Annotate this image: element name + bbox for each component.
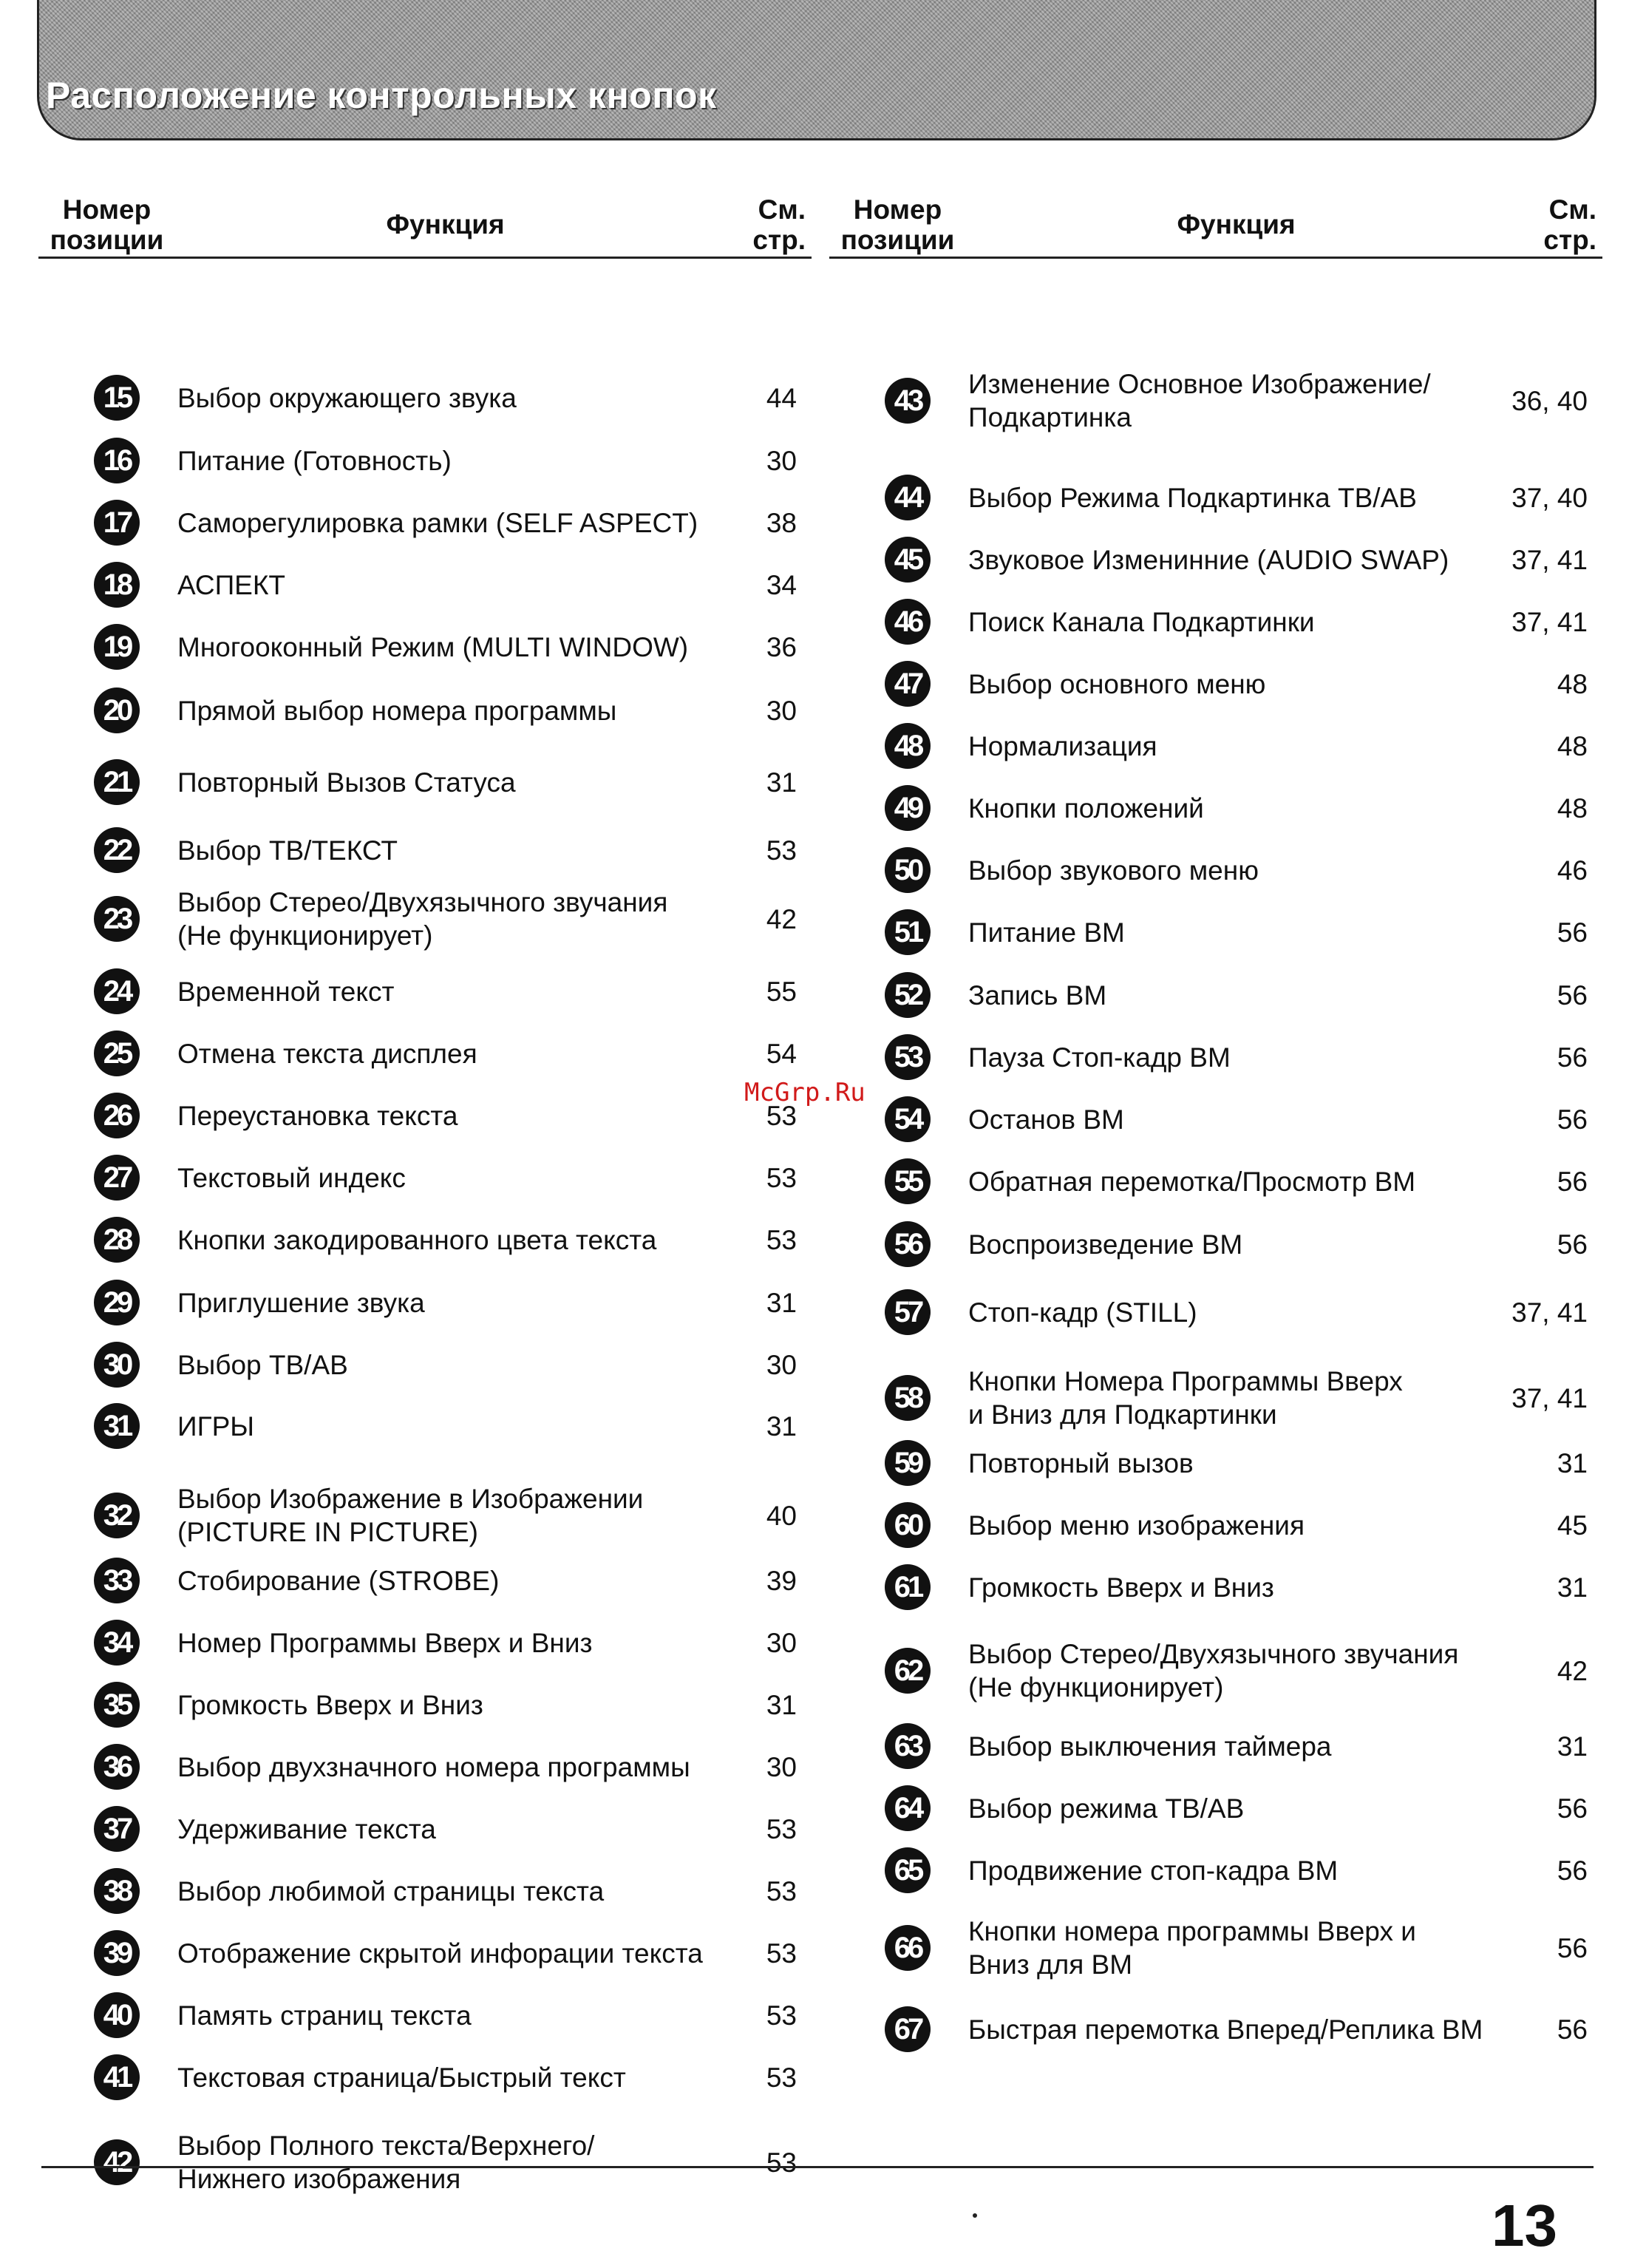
- page-reference: 42: [1557, 1656, 1588, 1686]
- page-reference: 30: [766, 446, 797, 476]
- page-reference: 53: [766, 1938, 797, 1969]
- page-reference: 37, 41: [1511, 1383, 1588, 1413]
- position-number-badge: 18: [94, 562, 140, 608]
- position-number-badge: 15: [94, 375, 140, 421]
- function-line: Быстрая перемотка Вперед/Реплика ВМ: [968, 2014, 1483, 2045]
- function-text: [968, 1915, 1560, 1981]
- function-line: Кнопки номера программы Вверх и: [968, 1916, 1416, 1946]
- position-number-badge: 52: [885, 972, 931, 1018]
- header-number: Номер позиции: [50, 194, 164, 255]
- page-reference: 39: [766, 1566, 797, 1596]
- function-text: [177, 1626, 769, 1660]
- position-number-badge: 59: [885, 1440, 931, 1486]
- position-number-badge: 41: [94, 2054, 140, 2100]
- function-line: Текстовый индекс: [177, 1162, 406, 1193]
- function-text: [968, 1792, 1560, 1825]
- function-line: Воспроизведение ВМ: [968, 1229, 1243, 1260]
- function-line: Выбор меню изображения: [968, 1510, 1305, 1541]
- function-line: Выбор Изображение в Изображении: [177, 1484, 644, 1514]
- page-reference: 53: [766, 1225, 797, 1255]
- function-line: Выбор Режима Подкартинка ТВ/АВ: [968, 482, 1417, 513]
- function-line: Выбор основного меню: [968, 668, 1266, 699]
- function-line: Выбор двухзначного номера программы: [177, 1751, 690, 1782]
- function-line: Питание ВМ: [968, 917, 1125, 948]
- page-reference: 37, 41: [1511, 1297, 1588, 1328]
- function-line: и Вниз для Подкартинки: [968, 1399, 1277, 1430]
- function-text: [177, 1286, 769, 1320]
- page-reference: 37, 40: [1511, 483, 1588, 513]
- position-number-badge: 17: [94, 500, 140, 546]
- position-number-badge: 31: [94, 1403, 140, 1449]
- position-number-badge: 63: [885, 1723, 931, 1769]
- page-reference: 31: [766, 1411, 797, 1442]
- position-number-badge: 28: [94, 1217, 140, 1263]
- speck: [973, 2213, 977, 2218]
- function-line: Выбор ТВ/ТЕКСТ: [177, 835, 398, 866]
- page-reference: 54: [766, 1039, 797, 1069]
- page-reference: 30: [766, 696, 797, 726]
- function-line: Стобирование (STROBE): [177, 1565, 500, 1596]
- position-number-badge: 42: [94, 2139, 140, 2185]
- page-reference: 56: [1557, 1793, 1588, 1824]
- header-page: См. стр.: [752, 194, 806, 255]
- function-line: Обратная перемотка/Просмотр ВМ: [968, 1166, 1416, 1197]
- page-reference: 36, 40: [1511, 386, 1588, 416]
- function-text: [177, 975, 769, 1008]
- position-number-badge: 35: [94, 1682, 140, 1728]
- page-reference: 53: [766, 1814, 797, 1844]
- function-text: [968, 668, 1560, 701]
- position-number-badge: 54: [885, 1096, 931, 1142]
- page-reference: 45: [1557, 1510, 1588, 1541]
- position-number-badge: 64: [885, 1785, 931, 1831]
- position-number-badge: 37: [94, 1806, 140, 1852]
- function-text: [177, 1937, 769, 1970]
- function-text: [177, 1688, 769, 1722]
- function-line: Повторный вызов: [968, 1447, 1194, 1478]
- page-reference: 30: [766, 1752, 797, 1782]
- function-line: Поиск Канала Подкартинки: [968, 606, 1315, 637]
- function-text: [177, 1348, 769, 1382]
- function-text: [968, 1103, 1560, 1136]
- function-text: [968, 543, 1560, 577]
- function-text: [968, 1228, 1560, 1261]
- function-text: [968, 792, 1560, 825]
- function-line: ИГРЫ: [177, 1410, 255, 1442]
- function-line: АСПЕКТ: [177, 569, 286, 600]
- position-number-badge: 62: [885, 1648, 931, 1694]
- position-number-badge: 16: [94, 438, 140, 483]
- function-line: (PICTURE IN PICTURE): [177, 1517, 478, 1547]
- function-text: [968, 1447, 1560, 1480]
- page-reference: 56: [1557, 1042, 1588, 1073]
- function-text: [968, 979, 1560, 1012]
- function-text: [177, 1751, 769, 1784]
- position-number-badge: 43: [885, 378, 931, 424]
- position-number-badge: 49: [885, 785, 931, 831]
- function-text: [177, 1999, 769, 2032]
- page-reference: 53: [766, 835, 797, 866]
- page-reference: 46: [1557, 855, 1588, 886]
- header-page: См. стр.: [1543, 194, 1596, 255]
- position-number-badge: 46: [885, 599, 931, 645]
- function-line: Подкартинка: [968, 402, 1132, 432]
- function-text: [968, 1296, 1560, 1329]
- position-number-badge: 32: [94, 1493, 140, 1538]
- position-number-badge: 40: [94, 1992, 140, 2038]
- function-line: Многооконный Режим (MULTI WINDOW): [177, 631, 689, 662]
- function-text: [177, 506, 769, 540]
- function-text: [968, 481, 1560, 515]
- position-number-badge: 66: [885, 1925, 931, 1971]
- function-line: Выбор режима ТВ/АВ: [968, 1793, 1245, 1824]
- page-number: 13: [1492, 2193, 1557, 2258]
- function-line: Текстовая страница/Быстрый текст: [177, 2062, 626, 2093]
- position-number-badge: 25: [94, 1031, 140, 1076]
- function-text: [177, 1875, 769, 1908]
- function-line: Звуковое Изменинние (AUDIO SWAP): [968, 544, 1449, 575]
- function-line: Прямой выбор номера программы: [177, 695, 617, 726]
- function-line: Вниз для ВМ: [968, 1949, 1133, 1980]
- function-text: [968, 730, 1560, 763]
- position-number-badge: 50: [885, 847, 931, 893]
- header-banner: [37, 0, 1596, 140]
- position-number-badge: 56: [885, 1221, 931, 1267]
- function-text: [177, 1813, 769, 1846]
- position-number-badge: 24: [94, 968, 140, 1014]
- function-line: Продвижение стоп-кадра ВМ: [968, 1855, 1339, 1886]
- function-line: Саморегулировка рамки (SELF ASPECT): [177, 507, 698, 538]
- function-text: [177, 1161, 769, 1195]
- function-text: [177, 2129, 769, 2196]
- header-function: Функция: [386, 209, 505, 240]
- position-number-badge: 34: [94, 1620, 140, 1666]
- function-text: [968, 1041, 1560, 1074]
- function-text: [968, 1637, 1560, 1704]
- position-number-badge: 57: [885, 1289, 931, 1335]
- function-line: Отображение скрытой инфорации текста: [177, 1938, 703, 1969]
- page-reference: 34: [766, 570, 797, 600]
- page-reference: 40: [766, 1501, 797, 1531]
- page-reference: 55: [766, 977, 797, 1007]
- right-table: [829, 189, 1602, 2045]
- function-text: [968, 1165, 1560, 1198]
- table-header: [38, 189, 812, 259]
- function-line: Громкость Вверх и Вниз: [968, 1572, 1274, 1603]
- page-reference: 31: [766, 1288, 797, 1318]
- position-number-badge: 38: [94, 1868, 140, 1914]
- function-text: [968, 854, 1560, 887]
- function-line: Повторный Вызов Статуса: [177, 767, 516, 798]
- page-reference: 53: [766, 2000, 797, 2031]
- page-reference: 56: [1557, 1933, 1588, 1963]
- function-text: [968, 1365, 1560, 1431]
- watermark: McGrp.Ru: [744, 1078, 865, 1107]
- function-line: Останов ВМ: [968, 1104, 1124, 1135]
- page-reference: 53: [766, 1101, 797, 1131]
- position-number-badge: 47: [885, 661, 931, 707]
- position-number-badge: 51: [885, 909, 931, 955]
- function-text: [177, 886, 769, 952]
- function-text: [177, 568, 769, 602]
- function-text: [177, 694, 769, 727]
- function-line: Громкость Вверх и Вниз: [177, 1689, 483, 1720]
- function-line: Память страниц текста: [177, 2000, 472, 2031]
- position-number-badge: 61: [885, 1564, 931, 1610]
- page-reference: 48: [1557, 793, 1588, 824]
- function-line: Кнопки Номера Программы Вверх: [968, 1366, 1403, 1396]
- table-header: [829, 189, 1602, 259]
- position-number-badge: 55: [885, 1158, 931, 1204]
- function-text: [177, 1037, 769, 1070]
- page-reference: 31: [1557, 1731, 1588, 1762]
- function-text: [968, 916, 1560, 949]
- function-text: [177, 444, 769, 478]
- function-text: [968, 1730, 1560, 1763]
- page-reference: 38: [766, 508, 797, 538]
- position-number-badge: 39: [94, 1930, 140, 1976]
- function-line: Изменение Основное Изображение/: [968, 369, 1431, 399]
- function-text: [968, 367, 1560, 434]
- function-line: Переустановка текста: [177, 1100, 458, 1131]
- position-number-badge: 21: [94, 759, 140, 805]
- page-reference: 31: [766, 767, 797, 798]
- function-line: Отмена текста дисплея: [177, 1038, 477, 1069]
- page-title: Расположение контрольных кнопок: [46, 75, 717, 116]
- function-line: Пауза Стоп-кадр ВМ: [968, 1042, 1231, 1073]
- position-number-badge: 67: [885, 2006, 931, 2052]
- position-number-badge: 53: [885, 1034, 931, 1080]
- page-reference: 31: [1557, 1448, 1588, 1478]
- header-number: Номер позиции: [840, 194, 955, 255]
- position-number-badge: 58: [885, 1375, 931, 1421]
- position-number-badge: 65: [885, 1847, 931, 1893]
- function-line: Кнопки закодированного цвета текста: [177, 1224, 657, 1255]
- function-line: Выбор Полного текста/Верхнего/: [177, 2131, 595, 2161]
- function-line: Временной текст: [177, 976, 395, 1007]
- page-reference: 56: [1557, 1104, 1588, 1135]
- function-line: Выбор ТВ/АВ: [177, 1349, 348, 1380]
- function-line: Нормализация: [968, 730, 1157, 761]
- page-reference: 53: [766, 2148, 797, 2178]
- page-reference: 30: [766, 1350, 797, 1380]
- function-text: [177, 1223, 769, 1257]
- page-reference: 37, 41: [1511, 607, 1588, 637]
- function-line: Выбор звукового меню: [968, 855, 1259, 886]
- function-text: [177, 1564, 769, 1598]
- position-number-badge: 45: [885, 537, 931, 583]
- position-number-badge: 33: [94, 1558, 140, 1603]
- position-number-badge: 23: [94, 896, 140, 942]
- page-reference: 56: [1557, 917, 1588, 948]
- function-text: [177, 766, 769, 799]
- page-reference: 37, 41: [1511, 545, 1588, 575]
- position-number-badge: 60: [885, 1502, 931, 1548]
- function-line: (Не функционирует): [968, 1672, 1224, 1702]
- page-reference: 56: [1557, 980, 1588, 1011]
- position-number-badge: 26: [94, 1093, 140, 1138]
- page-reference: 56: [1557, 2014, 1588, 2045]
- function-text: [968, 1509, 1560, 1542]
- page-reference: 53: [766, 1876, 797, 1907]
- page-reference: 48: [1557, 731, 1588, 761]
- function-line: Приглушение звука: [177, 1287, 425, 1318]
- function-line: Выбор Стерео/Двухязычного звучания: [968, 1639, 1459, 1669]
- function-line: Выбор любимой страницы текста: [177, 1875, 605, 1907]
- position-number-badge: 36: [94, 1744, 140, 1790]
- page-reference: 56: [1557, 1229, 1588, 1260]
- function-line: Стоп-кадр (STILL): [968, 1297, 1197, 1328]
- position-number-badge: 30: [94, 1342, 140, 1388]
- page-reference: 48: [1557, 669, 1588, 699]
- function-text: [177, 1410, 769, 1443]
- function-text: [177, 1482, 769, 1549]
- function-line: Удерживание текста: [177, 1813, 436, 1844]
- function-text: [177, 381, 769, 415]
- function-text: [177, 1099, 769, 1133]
- page-reference: 30: [766, 1628, 797, 1658]
- function-line: Выбор окружающего звука: [177, 382, 517, 413]
- function-line: Запись ВМ: [968, 979, 1107, 1011]
- function-text: [968, 1571, 1560, 1604]
- position-number-badge: 22: [94, 827, 140, 873]
- position-number-badge: 29: [94, 1280, 140, 1325]
- function-line: Номер Программы Вверх и Вниз: [177, 1627, 593, 1658]
- function-line: (Не функционирует): [177, 920, 433, 951]
- page-reference: 56: [1557, 1167, 1588, 1197]
- function-line: Питание (Готовность): [177, 445, 452, 476]
- page-reference: 44: [766, 383, 797, 413]
- function-line: Нижнего изображения: [177, 2164, 461, 2194]
- footer-divider: [41, 2166, 1594, 2168]
- function-line: Выбор Стерео/Двухязычного звучания: [177, 887, 668, 917]
- function-text: [968, 2013, 1560, 2046]
- function-line: Выбор выключения таймера: [968, 1731, 1332, 1762]
- function-line: Кнопки положений: [968, 792, 1204, 824]
- page-reference: 53: [766, 2062, 797, 2093]
- function-text: [177, 2061, 769, 2094]
- function-text: [177, 834, 769, 867]
- page-reference: 31: [1557, 1572, 1588, 1603]
- position-number-badge: 19: [94, 624, 140, 670]
- position-number-badge: 44: [885, 475, 931, 520]
- function-text: [177, 631, 769, 664]
- page-reference: 36: [766, 632, 797, 662]
- header-function: Функция: [1177, 209, 1296, 240]
- position-number-badge: 20: [94, 687, 140, 733]
- page-reference: 53: [766, 1163, 797, 1193]
- page-reference: 42: [766, 904, 797, 934]
- page-reference: 56: [1557, 1856, 1588, 1886]
- page-reference: 31: [766, 1690, 797, 1720]
- position-number-badge: 27: [94, 1155, 140, 1201]
- function-text: [968, 605, 1560, 639]
- position-number-badge: 48: [885, 723, 931, 769]
- function-text: [968, 1854, 1560, 1887]
